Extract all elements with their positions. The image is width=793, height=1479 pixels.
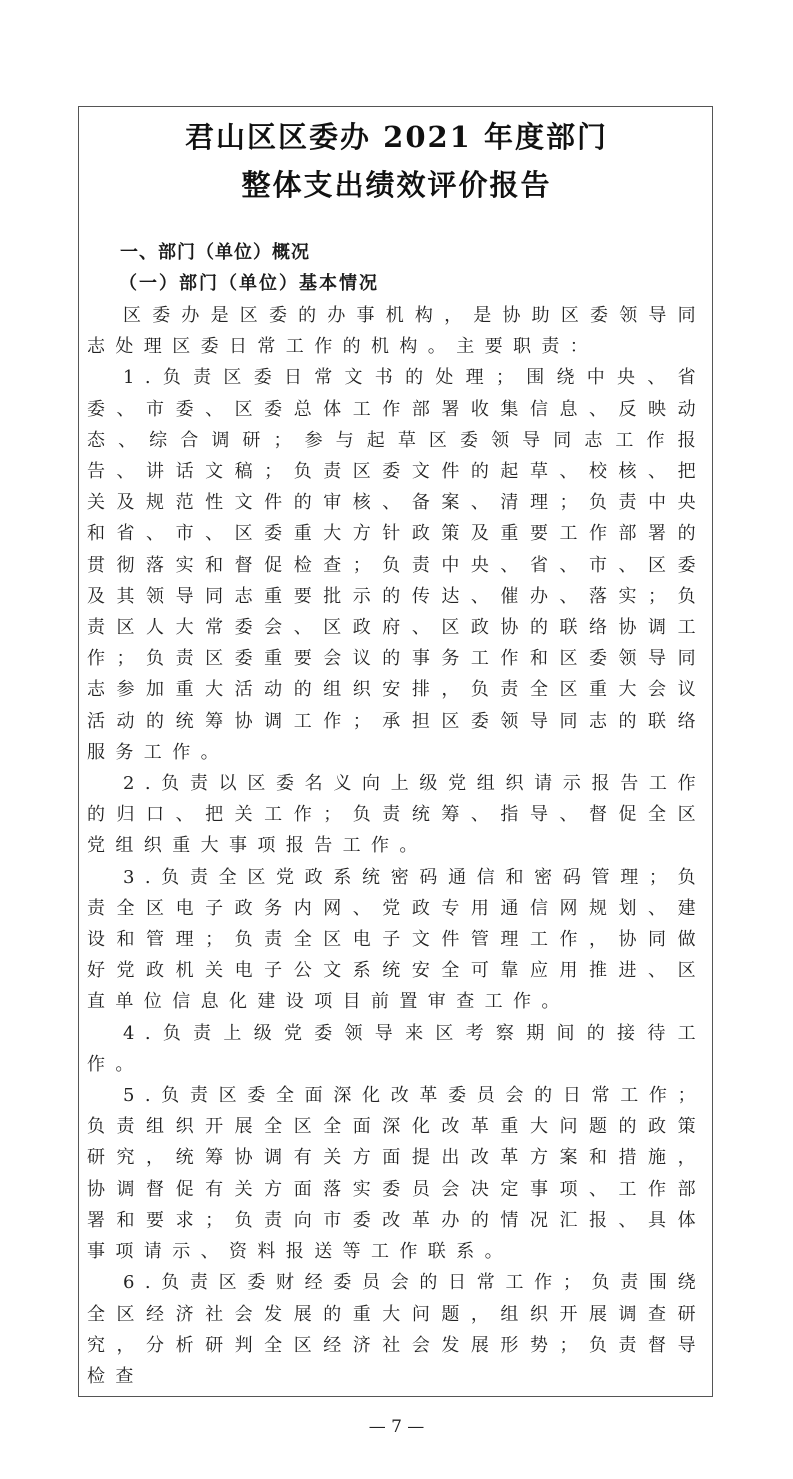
page-number: — 7 — xyxy=(368,1417,425,1438)
paragraph-duty-1: 1.负责区委日常文书的处理；围绕中央、省委、市委、区委总体工作部署收集信息、反映动态、综合调研；参与起草区委领导同志工作报告、讲话文稿；负责区委文件的起草、校核、把关及规范性文件的审核、备案、清理；负责中央和省、市、区委重大方针政策及重要工作部署的贯彻落实和督促检查；负责中央、省、市、区委及其领导同志重要批示的传达、催办、落实；负责区人大常委会、区政府、区政协的联络协调工作；负责区委重要会议的事务工作和区委领导同志参加重大活动的组织安排，负责全区重大会议活动的统筹协调工作；承担区委领导同志的联络服务工作。 xyxy=(87,367,706,763)
body-text xyxy=(87,300,706,1396)
section-heading: 一、部门（单位）概况 xyxy=(120,242,310,263)
paragraph-duty-5: 5.负责区委全面深化改革委员会的日常工作；负责组织开展全区全面深化改革重大问题的政策研究，统筹协调有关方面提出改革方案和措施，协调督促有关方面落实委员会决定事项、工作部署和要求；负责向市委改革办的情况汇报、具体事项请示、资料报送等工作联系。 xyxy=(87,1085,706,1263)
paragraph-duty-4: 4.负责上级党委领导来区考察期间的接待工作。 xyxy=(87,1022,706,1075)
paragraph-duty-3: 3.负责全区党政系统密码通信和密码管理；负责全区电子政务内网、党政专用通信网规划、建设和管理；负责全区电子文件管理工作，协同做好党政机关电子公文系统安全可靠应用推进、区直单位信息化建设项目前置审查工作。 xyxy=(87,866,706,1013)
paragraph-duty-2: 2.负责以区委名义向上级党组织请示报告工作的归口、把关工作；负责统筹、指导、督促全区党组织重大事项报告工作。 xyxy=(87,773,706,857)
paragraph-duty-6: 6.负责区委财经委员会的日常工作；负责围绕全区经济社会发展的重大问题，组织开展调查研究，分析研判全区经济社会发展形势；负责督导检查 xyxy=(87,1272,706,1387)
paragraph-intro: 区委办是区委的办事机构，是协助区委领导同志处理区委日常工作的机构。主要职责： xyxy=(87,305,706,358)
subsection-heading: （一）部门（单位）基本情况 xyxy=(119,273,379,294)
content-frame xyxy=(78,106,713,1397)
report-title-line2: 整体支出绩效评价报告 xyxy=(241,168,552,202)
report-title-line1: 君山区区委办 2021 年度部门 xyxy=(185,120,608,154)
